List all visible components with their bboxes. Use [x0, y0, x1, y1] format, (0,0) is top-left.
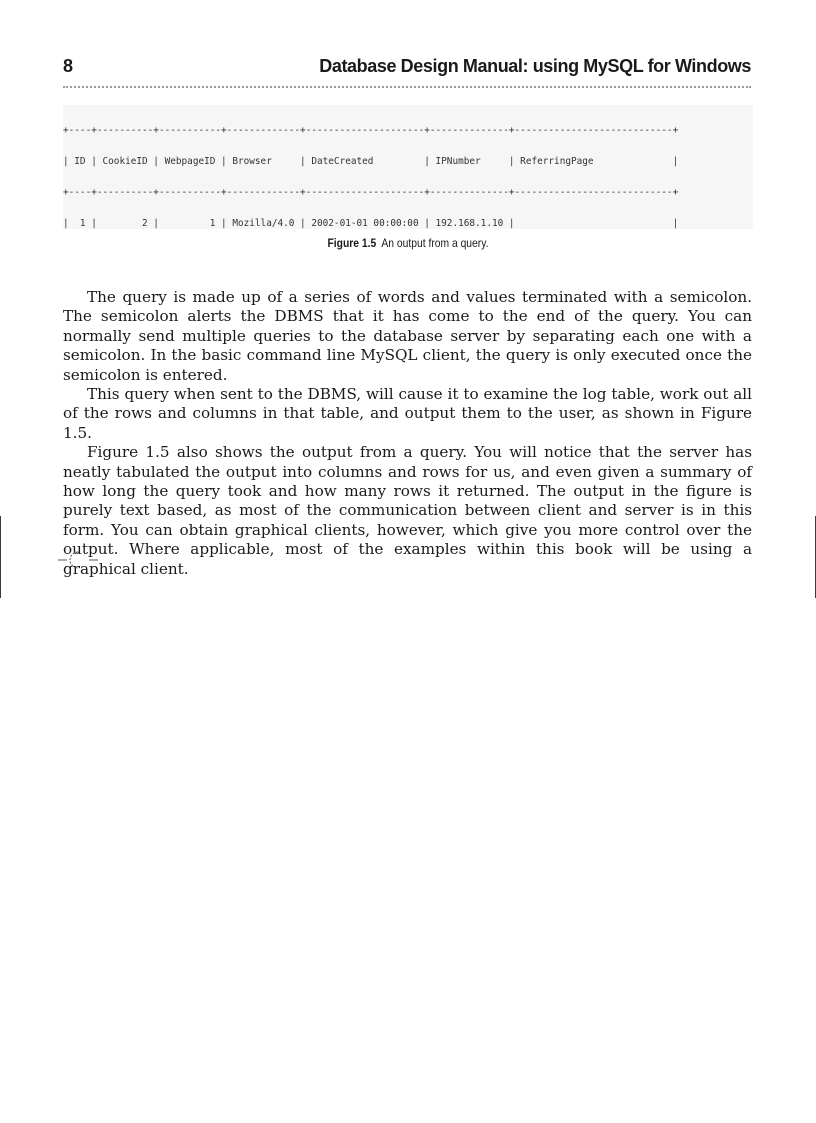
table-border-top: +----+----------+-----------+-------------+---------------------+--------------+----------------------------+ — [63, 124, 679, 136]
left-margin-mark — [0, 516, 1, 598]
query-output-figure — [63, 105, 753, 229]
running-title: Database Design Manual: using MySQL for Windows — [319, 56, 751, 76]
figure-caption-text: An output from a query. — [381, 236, 489, 250]
page-header — [63, 56, 751, 82]
table-border-header: +----+----------+-----------+-------------+---------------------+--------------+----------------------------+ — [63, 187, 679, 199]
paragraph: This query when sent to the DBMS, will cause it to examine the log table, work out all of the rows and columns in that table, and output them to the user, as shown in Figure 1.5. — [63, 385, 752, 442]
figure-label: Figure 1.5 — [327, 236, 377, 250]
table-row: | 1 | 2 | 1 | Mozilla/4.0 | 2002-01-01 00:00:00 | 192.168.1.10 | | — [63, 218, 679, 229]
paragraph: The query is made up of a series of words and values terminated with a semicolon. The semicolon alerts the DBMS that it has come to the end of the query. You can normally send multiple queries to the database server by separating each one with a semicolon. In the basic command line MySQL client, the query is only executed once the semicolon is entered. — [63, 288, 752, 384]
paragraph: Figure 1.5 also shows the output from a query. You will notice that the server has neatly tabulated the output into columns and rows for us, and even given a summary of how long the query took and how many rows it returned. The output in the figure is purely text based, as most of the communication between client and server is in this form. You can obtain graphical clients, however, which give you more control over the output. Where applicable, most of the examples within this book will be using a graphical client. — [63, 443, 752, 578]
figure-caption — [57, 236, 759, 250]
page-number: 8 — [63, 56, 73, 76]
table-header-row: | ID | CookieID | WebpageID | Browser | DateCreated | IPNumber | ReferringPage | — [63, 156, 679, 168]
header-divider — [63, 86, 751, 88]
registration-mark-icon — [56, 548, 102, 572]
body-text — [63, 288, 752, 579]
